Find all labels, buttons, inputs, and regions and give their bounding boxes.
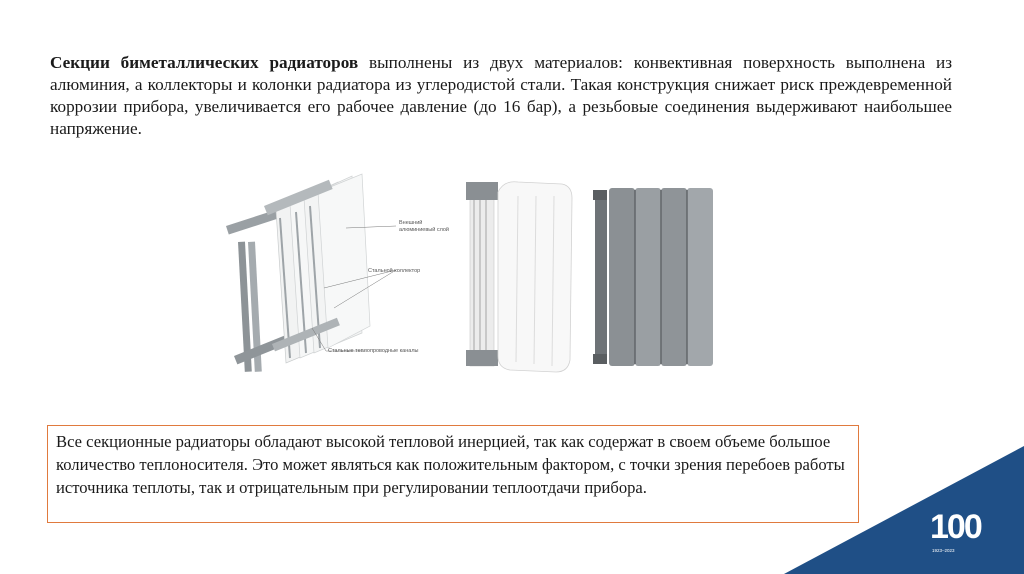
radiator-cutaway-image [216,168,449,382]
radiator-cutaway-drawing [226,174,370,372]
radiator-white-drawing [466,182,572,372]
label-outer-layer-1: Внешний [399,220,423,226]
note-box [47,425,859,523]
label-outer-layer-2: алюминиевый слой [399,227,449,233]
radiator-grey-drawing [593,188,713,366]
anniversary-logo: 100 [930,508,981,546]
label-steel-channels: Стальные теплопроводные каналы [328,348,419,354]
intro-bold-lead: Секции биметаллических радиаторов [50,53,359,72]
corner-decoration [784,446,1024,574]
intro-text: выполнены из двух материалов: конвективная поверхность выполнена из алюминия, а коллекторы и колонки радиатора из углеродистой стали. Такая конструкция снижает риск преждевременной коррозии прибора, увеличивается его рабочее давление (до 16 бар), а резьбовые соединения выдерживают наибольшее напряжение. [50,53,952,138]
radiator-grey-image [593,184,718,370]
radiator-steel-core-image [460,172,580,380]
anniversary-years: 1923–2023 [932,548,955,553]
label-steel-collector: Стальной коллектор [368,268,421,274]
note-text: Все секционные радиаторы обладают высокой тепловой инерцией, так как содержат в своем объеме большое количество теплоносителя. Это может являться как положительным фактором, с точки зрения перебоев работы источника теплоты, так и отрицательным при регулировании теплоотдачи прибора. [56,432,845,497]
intro-paragraph [50,52,952,140]
